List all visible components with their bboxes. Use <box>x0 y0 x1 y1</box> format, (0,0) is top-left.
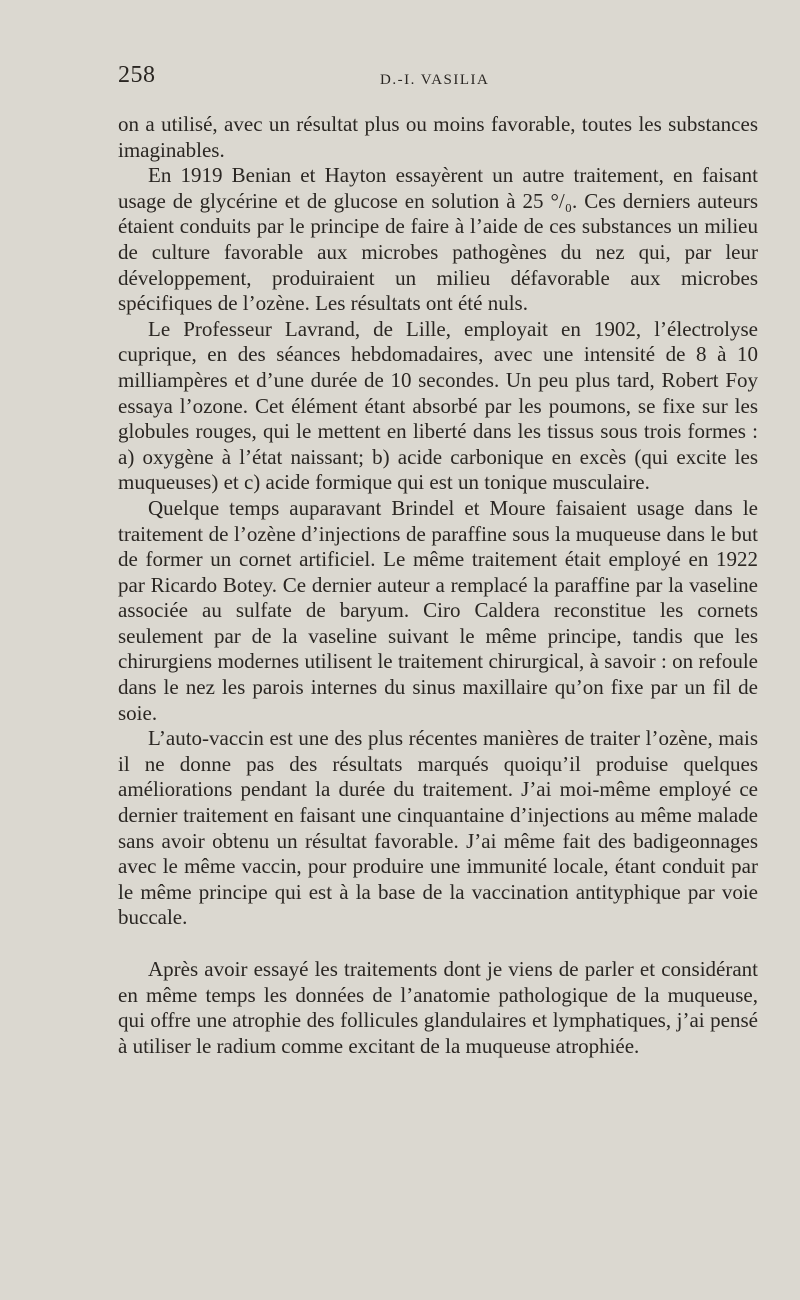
paragraph: L’auto-vaccin est une des plus récentes manières de traiter l’ozène, mais il ne donne pas des résultats marqués quoiqu’il produise quelques améliorations pendant la durée du traitement. J’ai moi-même employé ce dernier traitement en faisant une cinquantaine d’injections au même malade sans avoir obtenu un résultat favorable. J’ai même fait des badigeonnages avec le même vaccin, pour produire une immunité locale, étant conduit par le même principe qui est à la base de la vaccination antityphique par voie buccale. <box>118 726 758 930</box>
paragraph: Après avoir essayé les traitements dont je viens de parler et considérant en même temps les données de l’anatomie pathologique de la muqueuse, qui offre une atrophie des follicules glandulaires et lymphatiques, j’ai pensé à utiliser le radium comme excitant de la muqueuse atrophiée. <box>118 957 758 1058</box>
paragraph: Le Professeur Lavrand, de Lille, employait en 1902, l’électrolyse cuprique, en des séances hebdomadaires, avec une intensité de 8 à 10 milliampères et d’une durée de 10 secondes. Un peu plus tard, Robert Foy essaya l’ozone. Cet élément étant absorbé par les poumons, se fixe sur les globules rouges, qui le mettent en liberté dans les tissus sous trois formes : a) oxygène à l’état naissant; b) acide carbonique en excès (qui excite les muqueuses) et c) acide formique qui est un tonique musculaire. <box>118 316 758 495</box>
running-head: D.-I. VASILIA <box>380 72 490 88</box>
body-text <box>118 112 758 1059</box>
page-number: 258 <box>118 62 156 88</box>
paragraph: En 1919 Benian et Hayton essayèrent un autre traitement, en faisant usage de glycérine et de glucose en solution à 25 °/₀. Ces derniers auteurs étaient conduits par le principe de faire à l’aide de ces substances un milieu de culture favorable aux microbes pathogènes du nez qui, par leur développement, produiraient un milieu défavorable aux microbes spécifiques de l’ozène. Les résultats ont été nuls. <box>118 163 758 316</box>
paragraph: on a utilisé, avec un résultat plus ou moins favorable, toutes les substances imaginables. <box>118 112 758 162</box>
page-header <box>118 62 758 102</box>
paragraph: Quelque temps auparavant Brindel et Moure faisaient usage dans le traitement de l’ozène d’injections de paraffine sous la muqueuse dans le but de former un cornet artificiel. Le même traitement était employé en 1922 par Ricardo Botey. Ce dernier auteur a remplacé la paraffine par la vaseline associée au sulfate de baryum. Ciro Caldera reconstitue les cornets seulement par de la vaseline suivant le même principe, tandis que les chirurgiens modernes utilisent le traitement chirurgical, à savoir : on refoule dans le nez les parois internes du sinus maxillaire qu’on fixe par un fil de soie. <box>118 495 758 725</box>
